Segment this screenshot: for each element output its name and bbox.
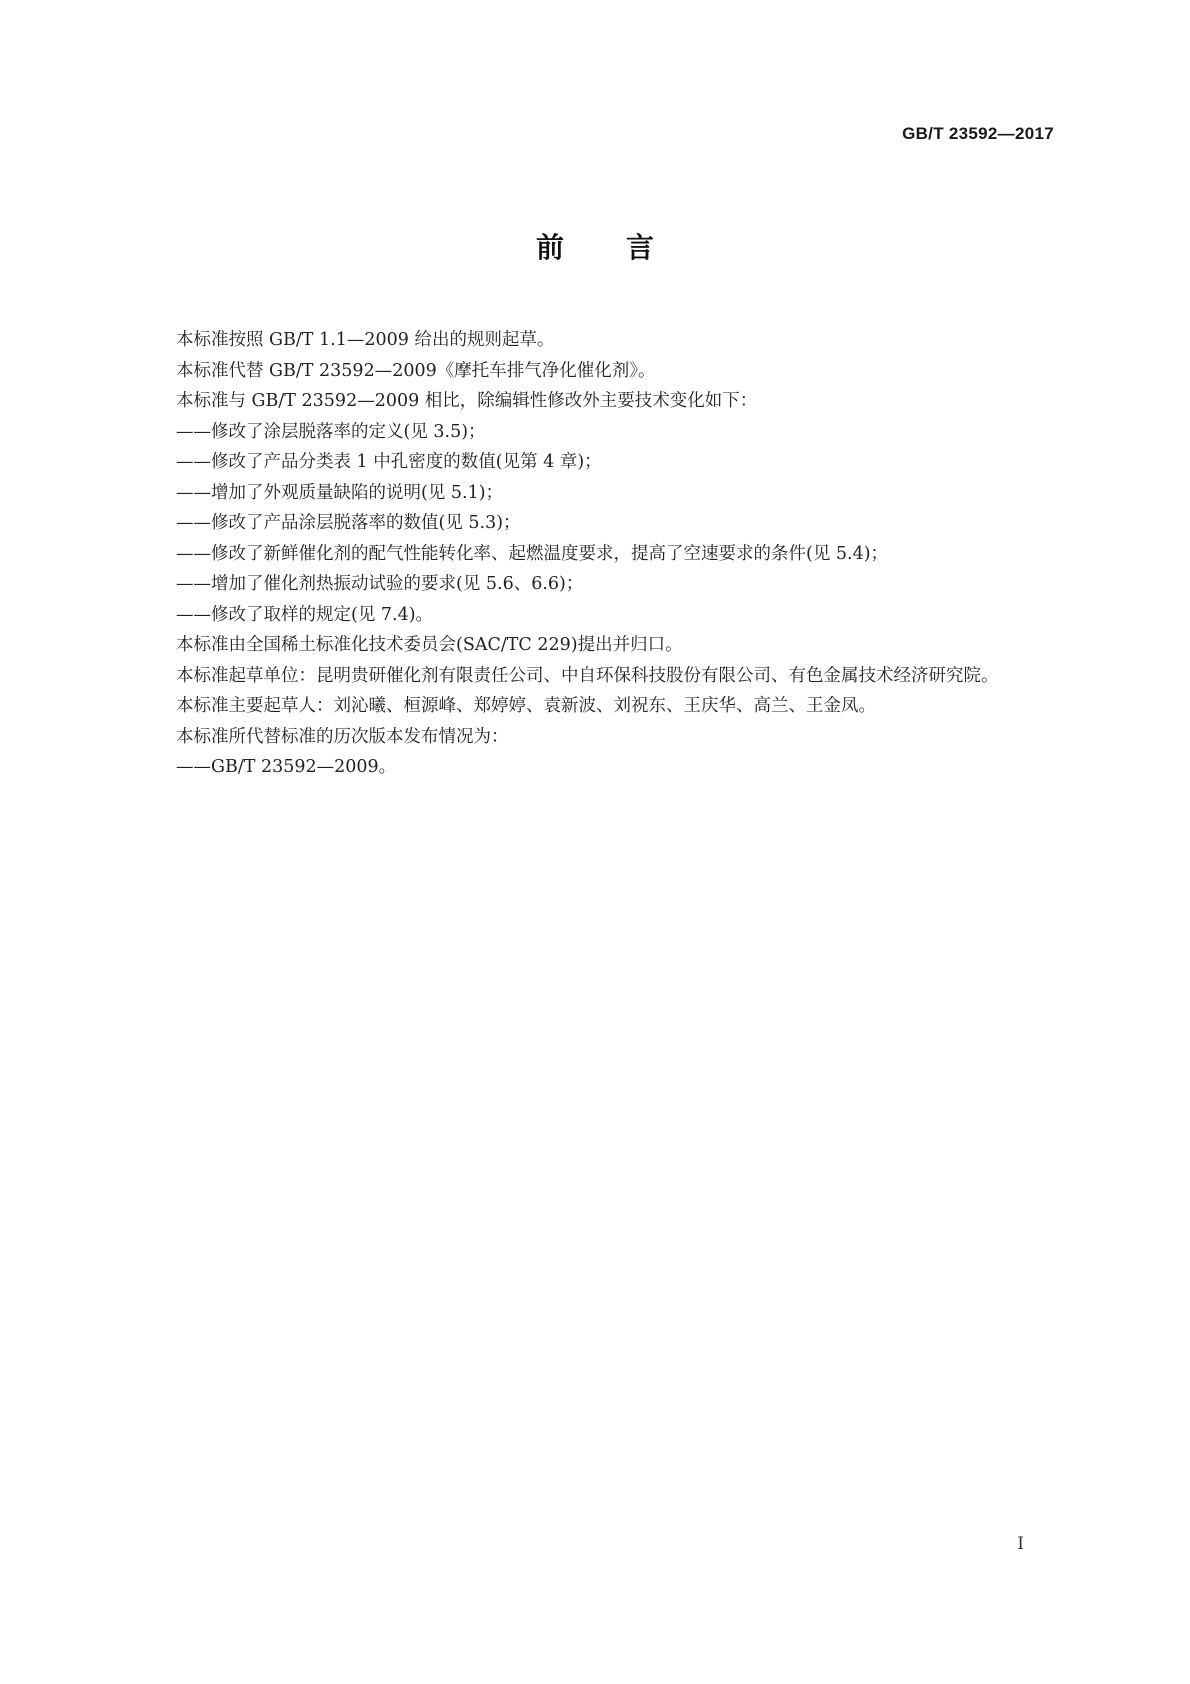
change-item: ——增加了催化剂热振动试验的要求(见 5.6、6.6)； <box>176 574 584 594</box>
paragraph-history-intro: 本标准所代替标准的历次版本发布情况为： <box>176 726 509 747</box>
paragraph-drafters: 本标准主要起草人：刘沁曦、桓源峰、郑婷婷、袁新波、刘祝东、王庆华、高兰、王金凤。 <box>176 696 876 716</box>
change-item: ——增加了外观质量缺陷的说明(见 5.1)； <box>176 482 504 503</box>
change-item: ——修改了产品分类表 1 中孔密度的数值(见第 4 章)； <box>176 452 602 472</box>
change-item: ——修改了取样的规定(见 7.4)。 <box>176 604 434 625</box>
paragraph-drafting-rules: 本标准按照 GB/T 1.1—2009 给出的规则起草。 <box>176 330 555 350</box>
paragraph-drafting-units: 本标准起草单位：昆明贵研催化剂有限责任公司、中自环保科技股份有限公司、有色金属技术经济研究院。 <box>176 665 999 686</box>
paragraph-changes-intro: 本标准与 GB/T 23592—2009 相比，除编辑性修改外主要技术变化如下： <box>176 391 758 411</box>
foreword-body <box>120 325 1060 783</box>
change-item: ——修改了新鲜催化剂的配气性能转化率、起燃温度要求，提高了空速要求的条件(见 5.4)； <box>176 543 889 564</box>
history-item: ——GB/T 23592—2009。 <box>176 757 397 777</box>
paragraph-replaces: 本标准代替 GB/T 23592—2009《摩托车排气净化催化剂》。 <box>176 360 656 381</box>
change-item: ——修改了涂层脱落率的定义(见 3.5)； <box>176 421 486 442</box>
page-number: I <box>1017 1534 1024 1554</box>
standard-code: GB/T 23592—2017 <box>902 124 1054 143</box>
change-item: ——修改了产品涂层脱落率的数值(见 5.3)； <box>176 513 521 533</box>
page-title: 前言 <box>535 231 716 264</box>
paragraph-proposed-by: 本标准由全国稀土标准化技术委员会(SAC/TC 229)提出并归口。 <box>176 635 683 655</box>
